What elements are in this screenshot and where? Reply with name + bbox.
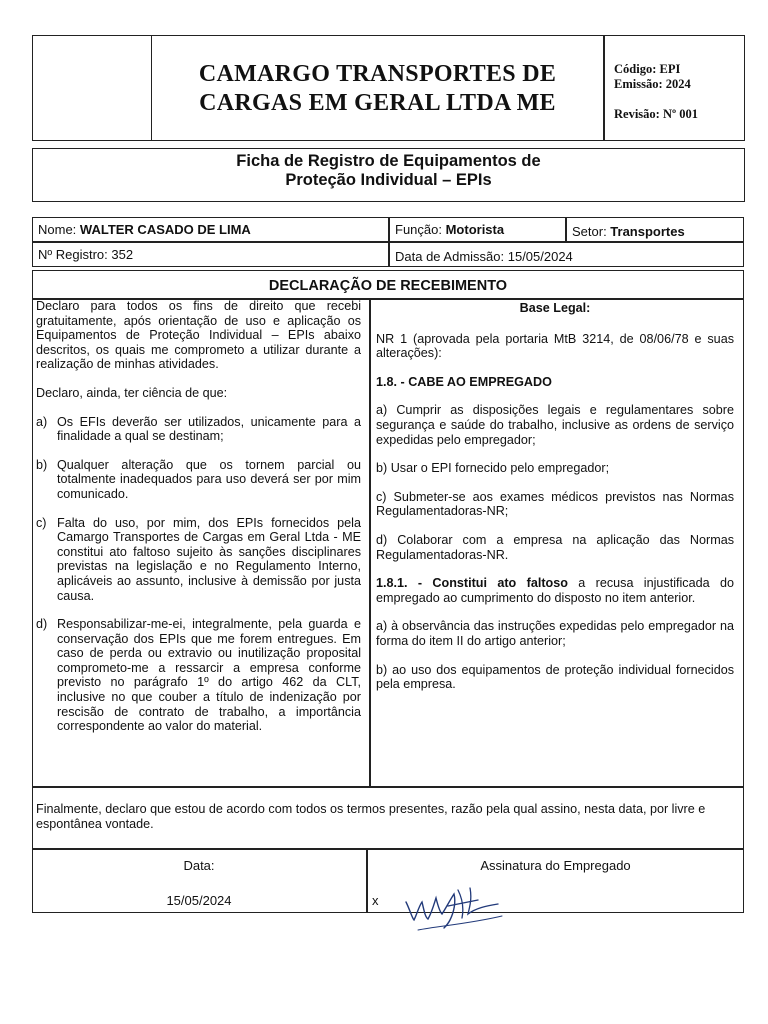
declaration-item-d: [36, 617, 361, 734]
declaration-left-column: [36, 299, 361, 734]
setor-label: Setor:: [572, 224, 611, 239]
section-1-8-1-text: a recusa injustificada do empregado ao cumprimento do disposto no item anterior.: [376, 576, 734, 605]
declaration-item-c: [36, 516, 361, 604]
funcao-cell: [389, 219, 565, 240]
legal-item-b: b) Usar o EPI fornecido pelo empregador;: [376, 461, 610, 476]
declaration-item-label: c): [36, 515, 47, 530]
admissao-cell: Data de Admissão: 15/05/2024: [395, 249, 573, 264]
company-name-line1: CAMARGO TRANSPORTES DE: [198, 61, 557, 87]
declaration-final-divider: [32, 786, 744, 788]
document-meta: [614, 62, 742, 122]
declaration-item-a: [36, 415, 361, 444]
form-title: [32, 152, 745, 190]
legal-item-a: a) Cumprir as disposições legais e regulamentares sobre segurança e saúde do trabalho, inclusive as ordens de serviço expedidas pelo empregador;: [376, 403, 734, 447]
legal-item2-a: a) à observância das instruções expedidas pelo empregador na forma do item II do artigo anterior;: [376, 619, 734, 648]
nome-cell: [32, 219, 388, 240]
base-legal-heading: Base Legal:: [519, 301, 591, 315]
emissao-label: Emissão: 2024: [614, 77, 691, 91]
section-1-8-heading: 1.8. - CABE AO EMPREGADO: [376, 374, 552, 389]
declaration-item-text: Falta do uso, por mim, dos EPIs fornecidos pela Camargo Transportes de Cargas em Geral Ltda - ME constitui ato faltoso sujeito às sanções disciplinares previstas na legislação e no Regulamento Interno, aplicáveis ao assunto, inclusive à demissão por justa causa.: [57, 515, 361, 603]
signature-top-divider: [32, 848, 744, 850]
declaration-intro: Declaro para todos os fins de direito que recebi gratuitamente, após orientação de uso e aplicação os Equipamentos de Proteção Individual – EPIs abaixo descritos, os quais me comprometo a utilizar durante a realização de minhas atividades.: [36, 299, 361, 372]
company-name-line2: CARGAS EM GERAL LTDA ME: [199, 90, 556, 116]
nr1-text: NR 1 (aprovada pela portaria MtB 3214, de 08/06/78 e suas alterações):: [376, 331, 734, 361]
declaration-item-text: Os EFIs deverão ser utilizados, unicamente para a finalidade a qual se destinam;: [57, 414, 361, 444]
legal-item2-b: b) ao uso dos equipamentos de proteção individual fornecidos pela empresa.: [376, 662, 734, 692]
form-title-line1: Ficha de Registro de Equipamentos de: [236, 152, 541, 170]
company-name: [152, 60, 603, 118]
legal-item-d: d) Colaborar com a empresa na aplicação das Normas Regulamentadoras-NR.: [376, 532, 734, 562]
declaration-aware: Declaro, ainda, ter ciência de que:: [36, 385, 228, 400]
date-value: 15/05/2024: [166, 893, 232, 908]
declaration-col-divider: [369, 298, 371, 786]
declaration-item-text: Responsabilizar-me-ei, integralmente, pela guarda e conservação dos EPIs que me forem entregues. Em caso de perda ou extravio ou inutilização proposital comprometo-me a ressarcir a empresa conforme previsto no parágrafo 1º do artigo 462 da CLT, inclusive no que couber a título de indenização por rescisão de contrato de trabalho, a importância correspondente ao valor do material.: [57, 617, 361, 734]
codigo-label: Código: EPI: [614, 62, 681, 76]
registro-cell: Nº Registro: 352: [38, 247, 134, 262]
declaration-title: DECLARAÇÃO DE RECEBIMENTO: [268, 278, 508, 294]
declaration-item-label: a): [36, 414, 48, 429]
legal-basis-column: [376, 301, 734, 692]
declaration-item-label: d): [36, 617, 48, 632]
funcao-value: Motorista: [445, 222, 505, 237]
declaration-item-label: b): [36, 457, 48, 472]
funcao-label: Função:: [395, 222, 446, 237]
final-statement: Finalmente, declaro que estou de acordo com todos os termos presentes, razão pela qual assino, nesta data, por livre e espontânea vontade.: [36, 802, 706, 831]
nome-value: WALTER CASADO DE LIMA: [79, 222, 251, 237]
setor-cell: [566, 221, 744, 242]
handwritten-signature: [398, 880, 508, 940]
nome-label: Nome:: [38, 222, 80, 237]
section-1-8-1: [376, 576, 734, 605]
section-1-8-1-heading: 1.8.1. - Constitui ato faltoso: [376, 576, 568, 591]
form-title-line2: Proteção Individual – EPIs: [285, 171, 492, 189]
declaration-item-text: Qualquer alteração que os tornem parcial ou totalmente inadequados para uso deverá ser por mim comunicado.: [57, 457, 361, 501]
signature-x-mark: x: [372, 893, 379, 908]
legal-item-c: c) Submeter-se aos exames médicos previstos nas Normas Regulamentadoras-NR;: [376, 489, 734, 519]
meta-divider: [603, 35, 605, 141]
date-label: Data:: [183, 858, 215, 873]
logo-area: [32, 35, 152, 141]
revisao-label: Revisão: Nº 001: [614, 107, 698, 121]
signature-label: Assinatura do Empregado: [480, 858, 631, 873]
declaration-item-b: [36, 458, 361, 502]
setor-value: Transportes: [610, 224, 685, 239]
